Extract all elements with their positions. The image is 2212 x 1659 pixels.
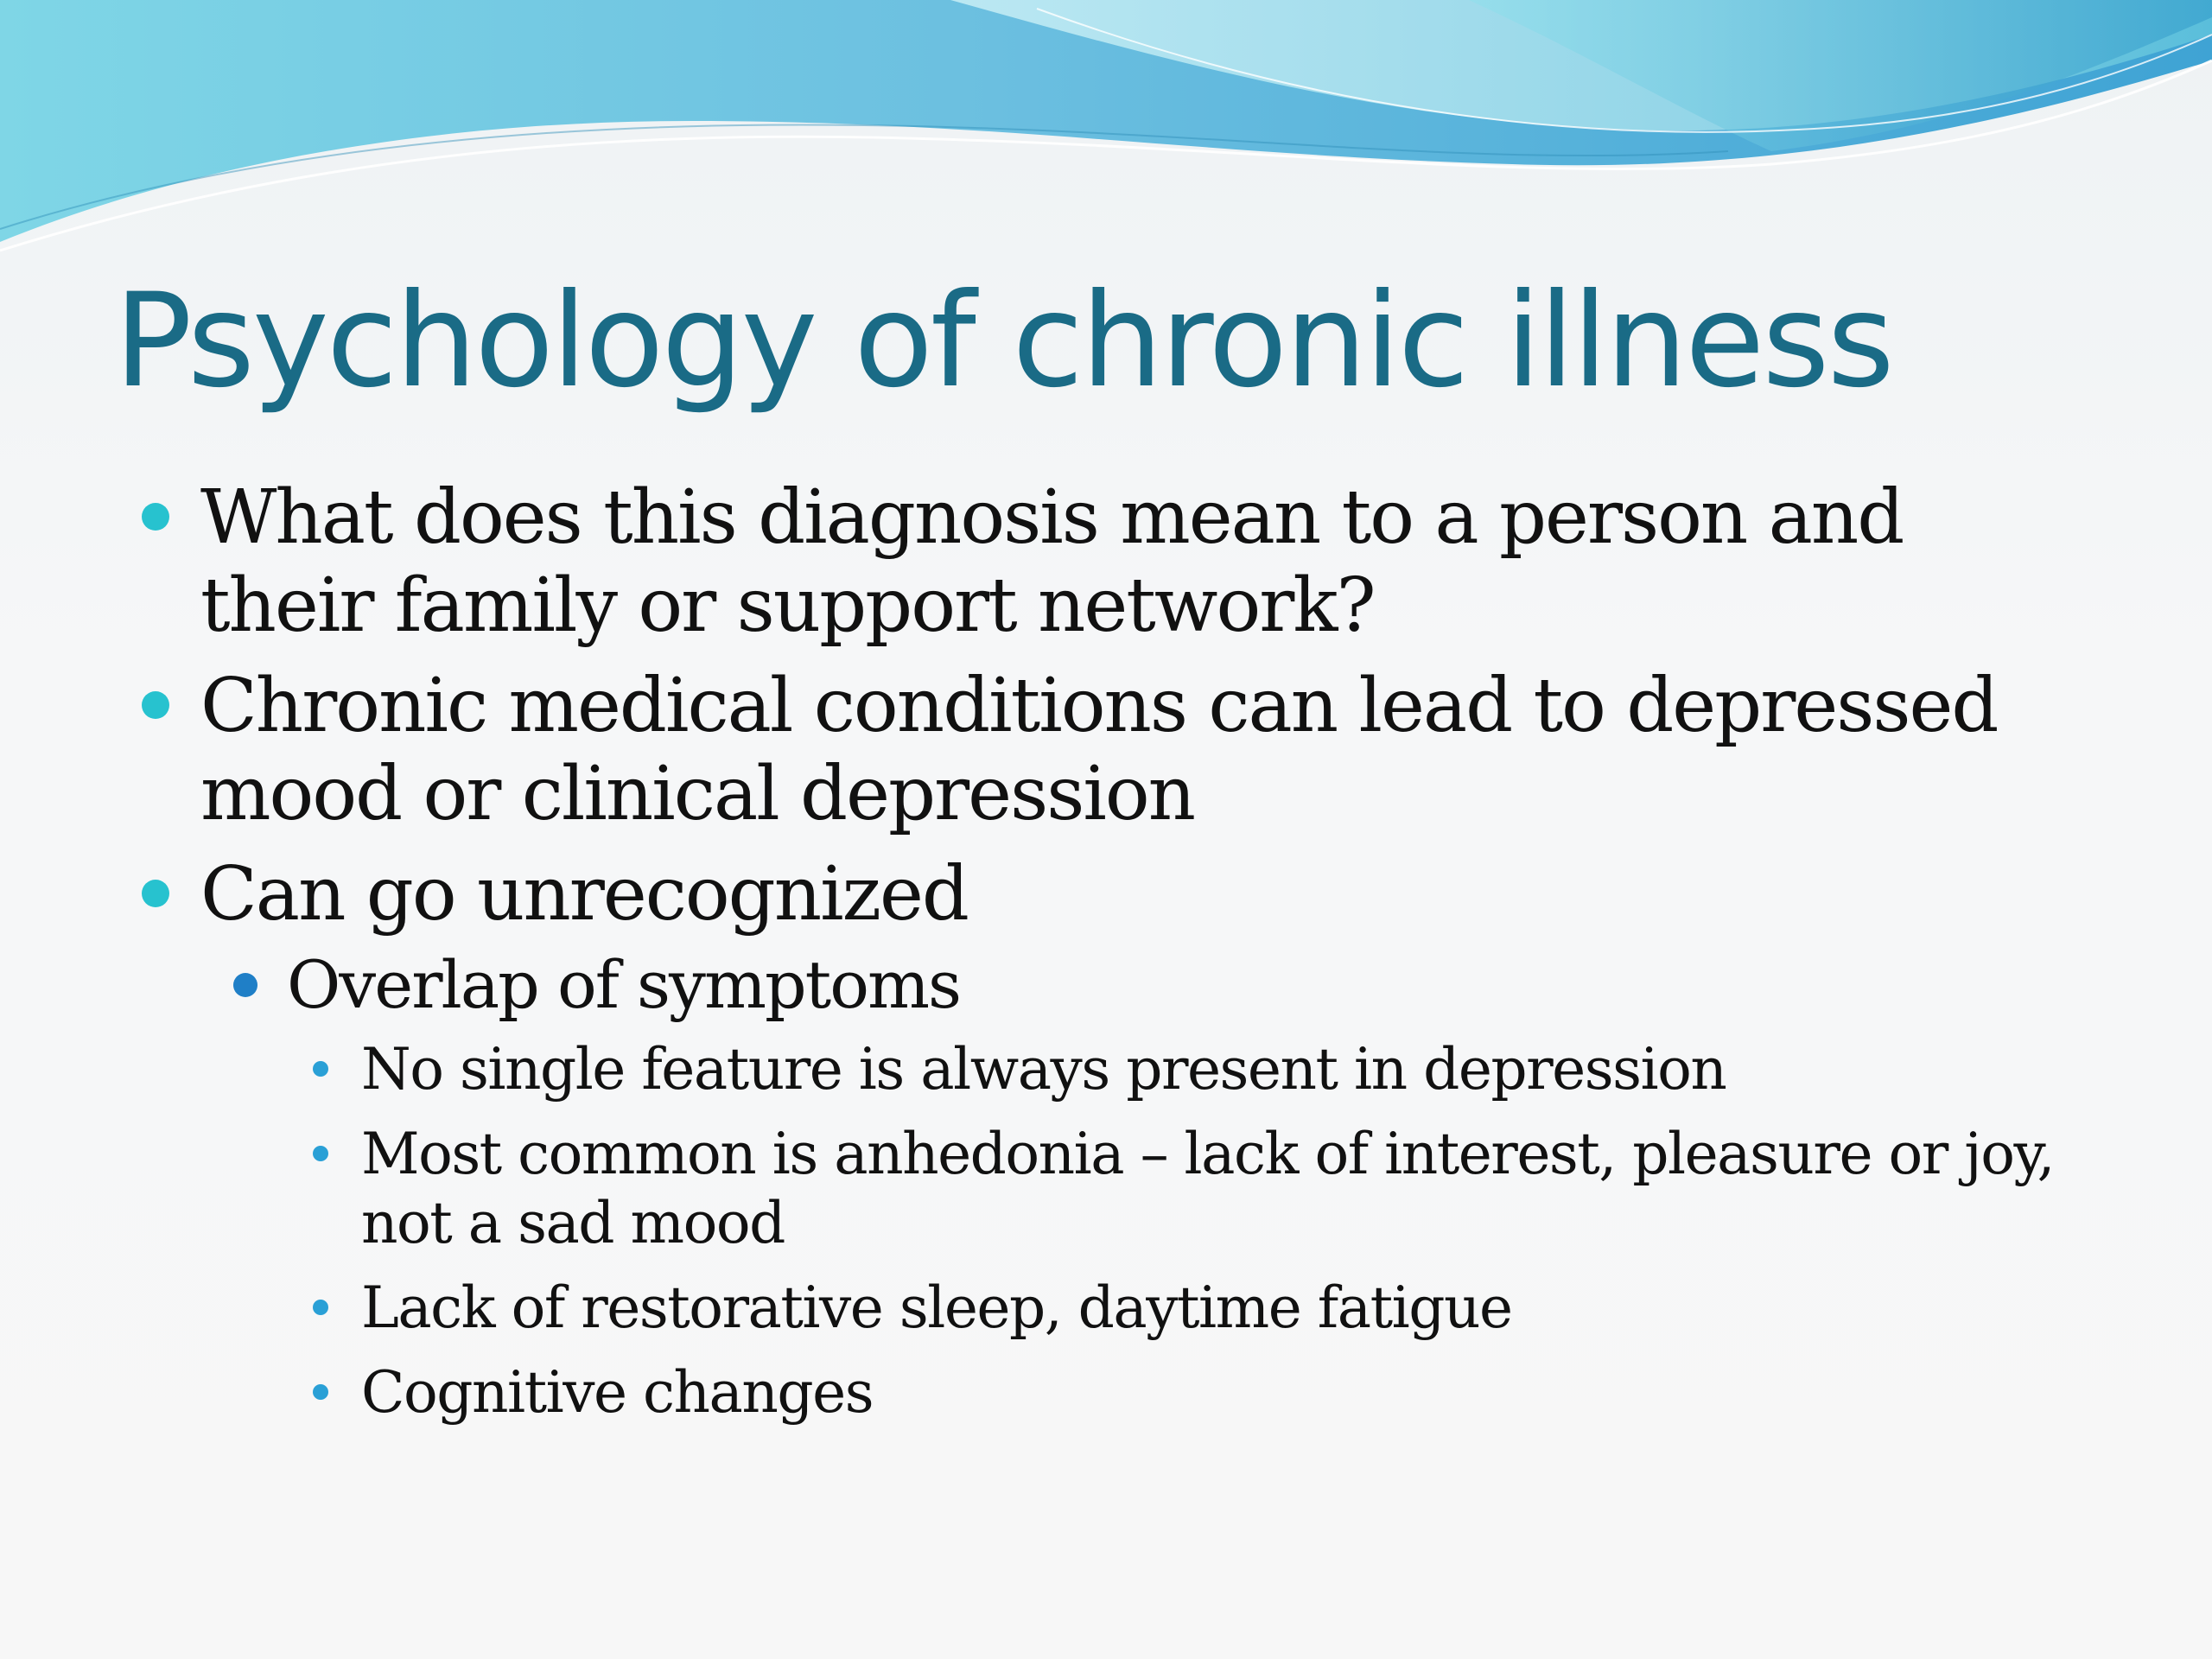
bullet-dot-icon	[313, 1384, 328, 1400]
slide-body	[138, 474, 2091, 1443]
sub-bullet-text: Overlap of symptoms	[287, 946, 961, 1023]
bullet-dot-icon	[313, 1061, 328, 1077]
bullet-list	[138, 474, 2091, 1427]
bullet-item	[138, 662, 2091, 838]
sub-sub-bullet-text: Most common is anhedonia – lack of interest, pleasure or joy, not a sad mood	[361, 1121, 2054, 1256]
bullet-dot-icon	[142, 503, 169, 531]
bullet-item	[138, 474, 2091, 650]
sub-sub-bullet-item	[296, 1274, 2091, 1343]
bullet-text: Can go unrecognized	[200, 851, 968, 938]
sub-sub-bullet-item	[296, 1358, 2091, 1427]
sub-sub-bullet-text: Cognitive changes	[361, 1359, 874, 1426]
bullet-text: Chronic medical conditions can lead to depressed mood or clinical depression	[200, 663, 1998, 837]
bullet-dot-icon	[313, 1146, 328, 1161]
bullet-text: What does this diagnosis mean to a person and their family or support network?	[200, 474, 1904, 649]
bullet-item	[138, 850, 2091, 1427]
sub-sub-bullet-item	[296, 1120, 2091, 1258]
bullet-dot-icon	[142, 691, 169, 719]
sub-sub-bullet-item	[296, 1035, 2091, 1104]
bullet-dot-icon	[142, 880, 169, 907]
slide-title: Psychology of chronic illness	[114, 266, 1892, 416]
sub-bullet-item	[226, 942, 2091, 1427]
bullet-dot-icon	[313, 1300, 328, 1315]
sub-sub-bullet-text: No single feature is always present in depression	[361, 1036, 1726, 1103]
sub-bullet-list	[226, 942, 2091, 1427]
decorative-wave-header	[0, 0, 2212, 276]
sub-sub-bullet-list	[296, 1035, 2091, 1427]
sub-sub-bullet-text: Lack of restorative sleep, daytime fatigue	[361, 1274, 1512, 1341]
bullet-dot-icon	[233, 973, 257, 997]
